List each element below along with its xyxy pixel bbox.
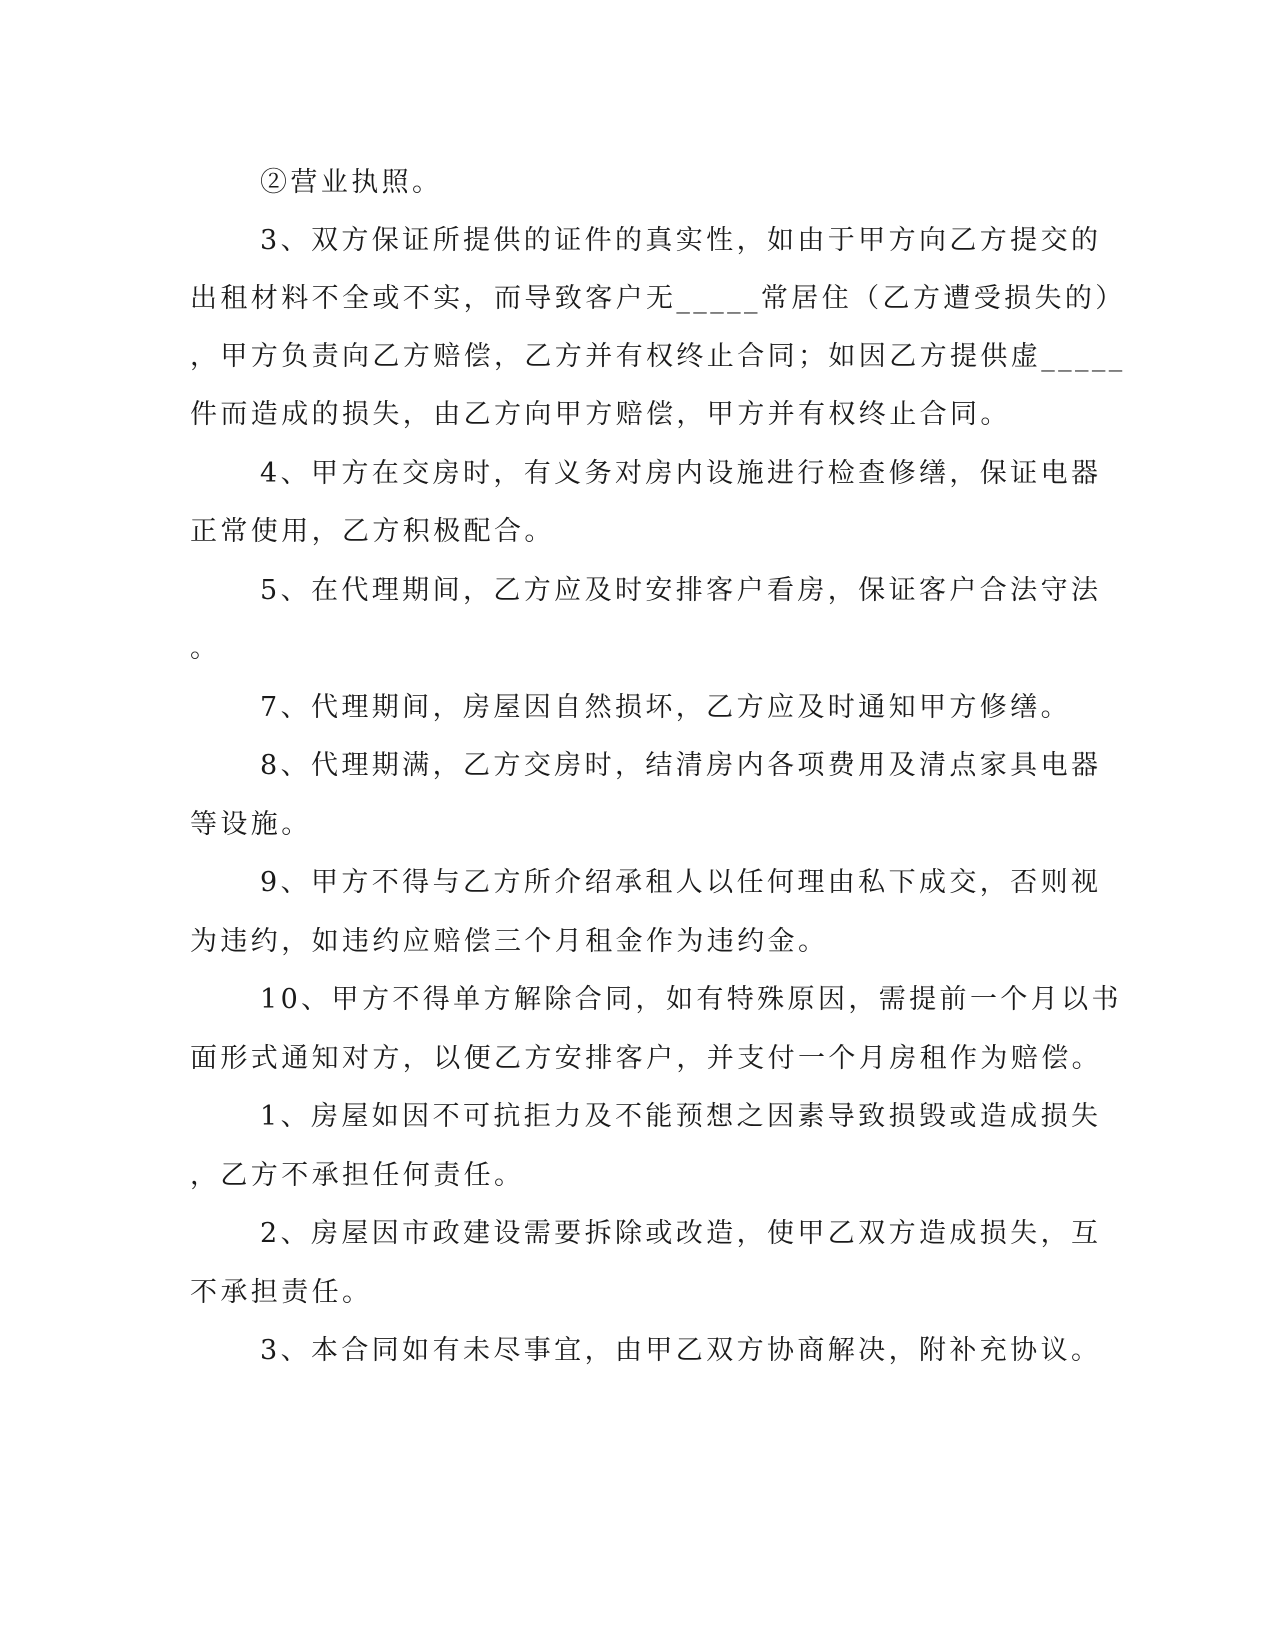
text-line: 4、甲方在交房时，有义务对房内设施进行检查修缮，保证电器 — [260, 458, 1102, 489]
text-line: 不承担责任。 — [190, 1277, 373, 1308]
text-line: 为违约，如违约应赔偿三个月租金作为违约金。 — [190, 926, 829, 957]
text-line: 面形式通知对方，以便乙方安排客户，并支付一个月房租作为赔偿。 — [190, 1043, 1102, 1074]
text-line: 等设施。 — [190, 809, 312, 840]
text-line: 3、本合同如有未尽事宜，由甲乙双方协商解决，附补充协议。 — [260, 1335, 1102, 1366]
text-line: ，乙方不承担任何责任。 — [190, 1160, 525, 1191]
text-line: 5、在代理期间，乙方应及时安排客户看房，保证客户合法守法 — [260, 575, 1102, 606]
text-line: 件而造成的损失，由乙方向甲方赔偿，甲方并有权终止合同。 — [190, 399, 1011, 430]
text-line: 8、代理期满，乙方交房时，结清房内各项费用及清点家具电器 — [260, 750, 1102, 781]
text-line: ②营业执照。 — [260, 167, 443, 198]
text-line: 3、双方保证所提供的证件的真实性，如由于甲方向乙方提交的 — [260, 225, 1102, 256]
text-line: 10、甲方不得单方解除合同，如有特殊原因，需提前一个月以书 — [260, 984, 1122, 1015]
text-line: 7、代理期间，房屋因自然损坏，乙方应及时通知甲方修缮。 — [260, 692, 1071, 723]
text-line: 1、房屋如因不可抗拒力及不能预想之因素导致损毁或造成损失 — [260, 1101, 1102, 1132]
text-line: ，甲方负责向乙方赔偿，乙方并有权终止合同；如因乙方提供虚_____ — [190, 341, 1126, 372]
text-line: 9、甲方不得与乙方所介绍承租人以任何理由私下成交，否则视 — [260, 867, 1102, 898]
text-line: 正常使用，乙方积极配合。 — [190, 516, 555, 547]
text-line: 。 — [190, 633, 221, 664]
text-line: 2、房屋因市政建设需要拆除或改造，使甲乙双方造成损失，互 — [260, 1218, 1102, 1249]
text-line: 出租材料不全或不实，而导致客户无_____常居住（乙方遭受损失的） — [190, 283, 1126, 314]
